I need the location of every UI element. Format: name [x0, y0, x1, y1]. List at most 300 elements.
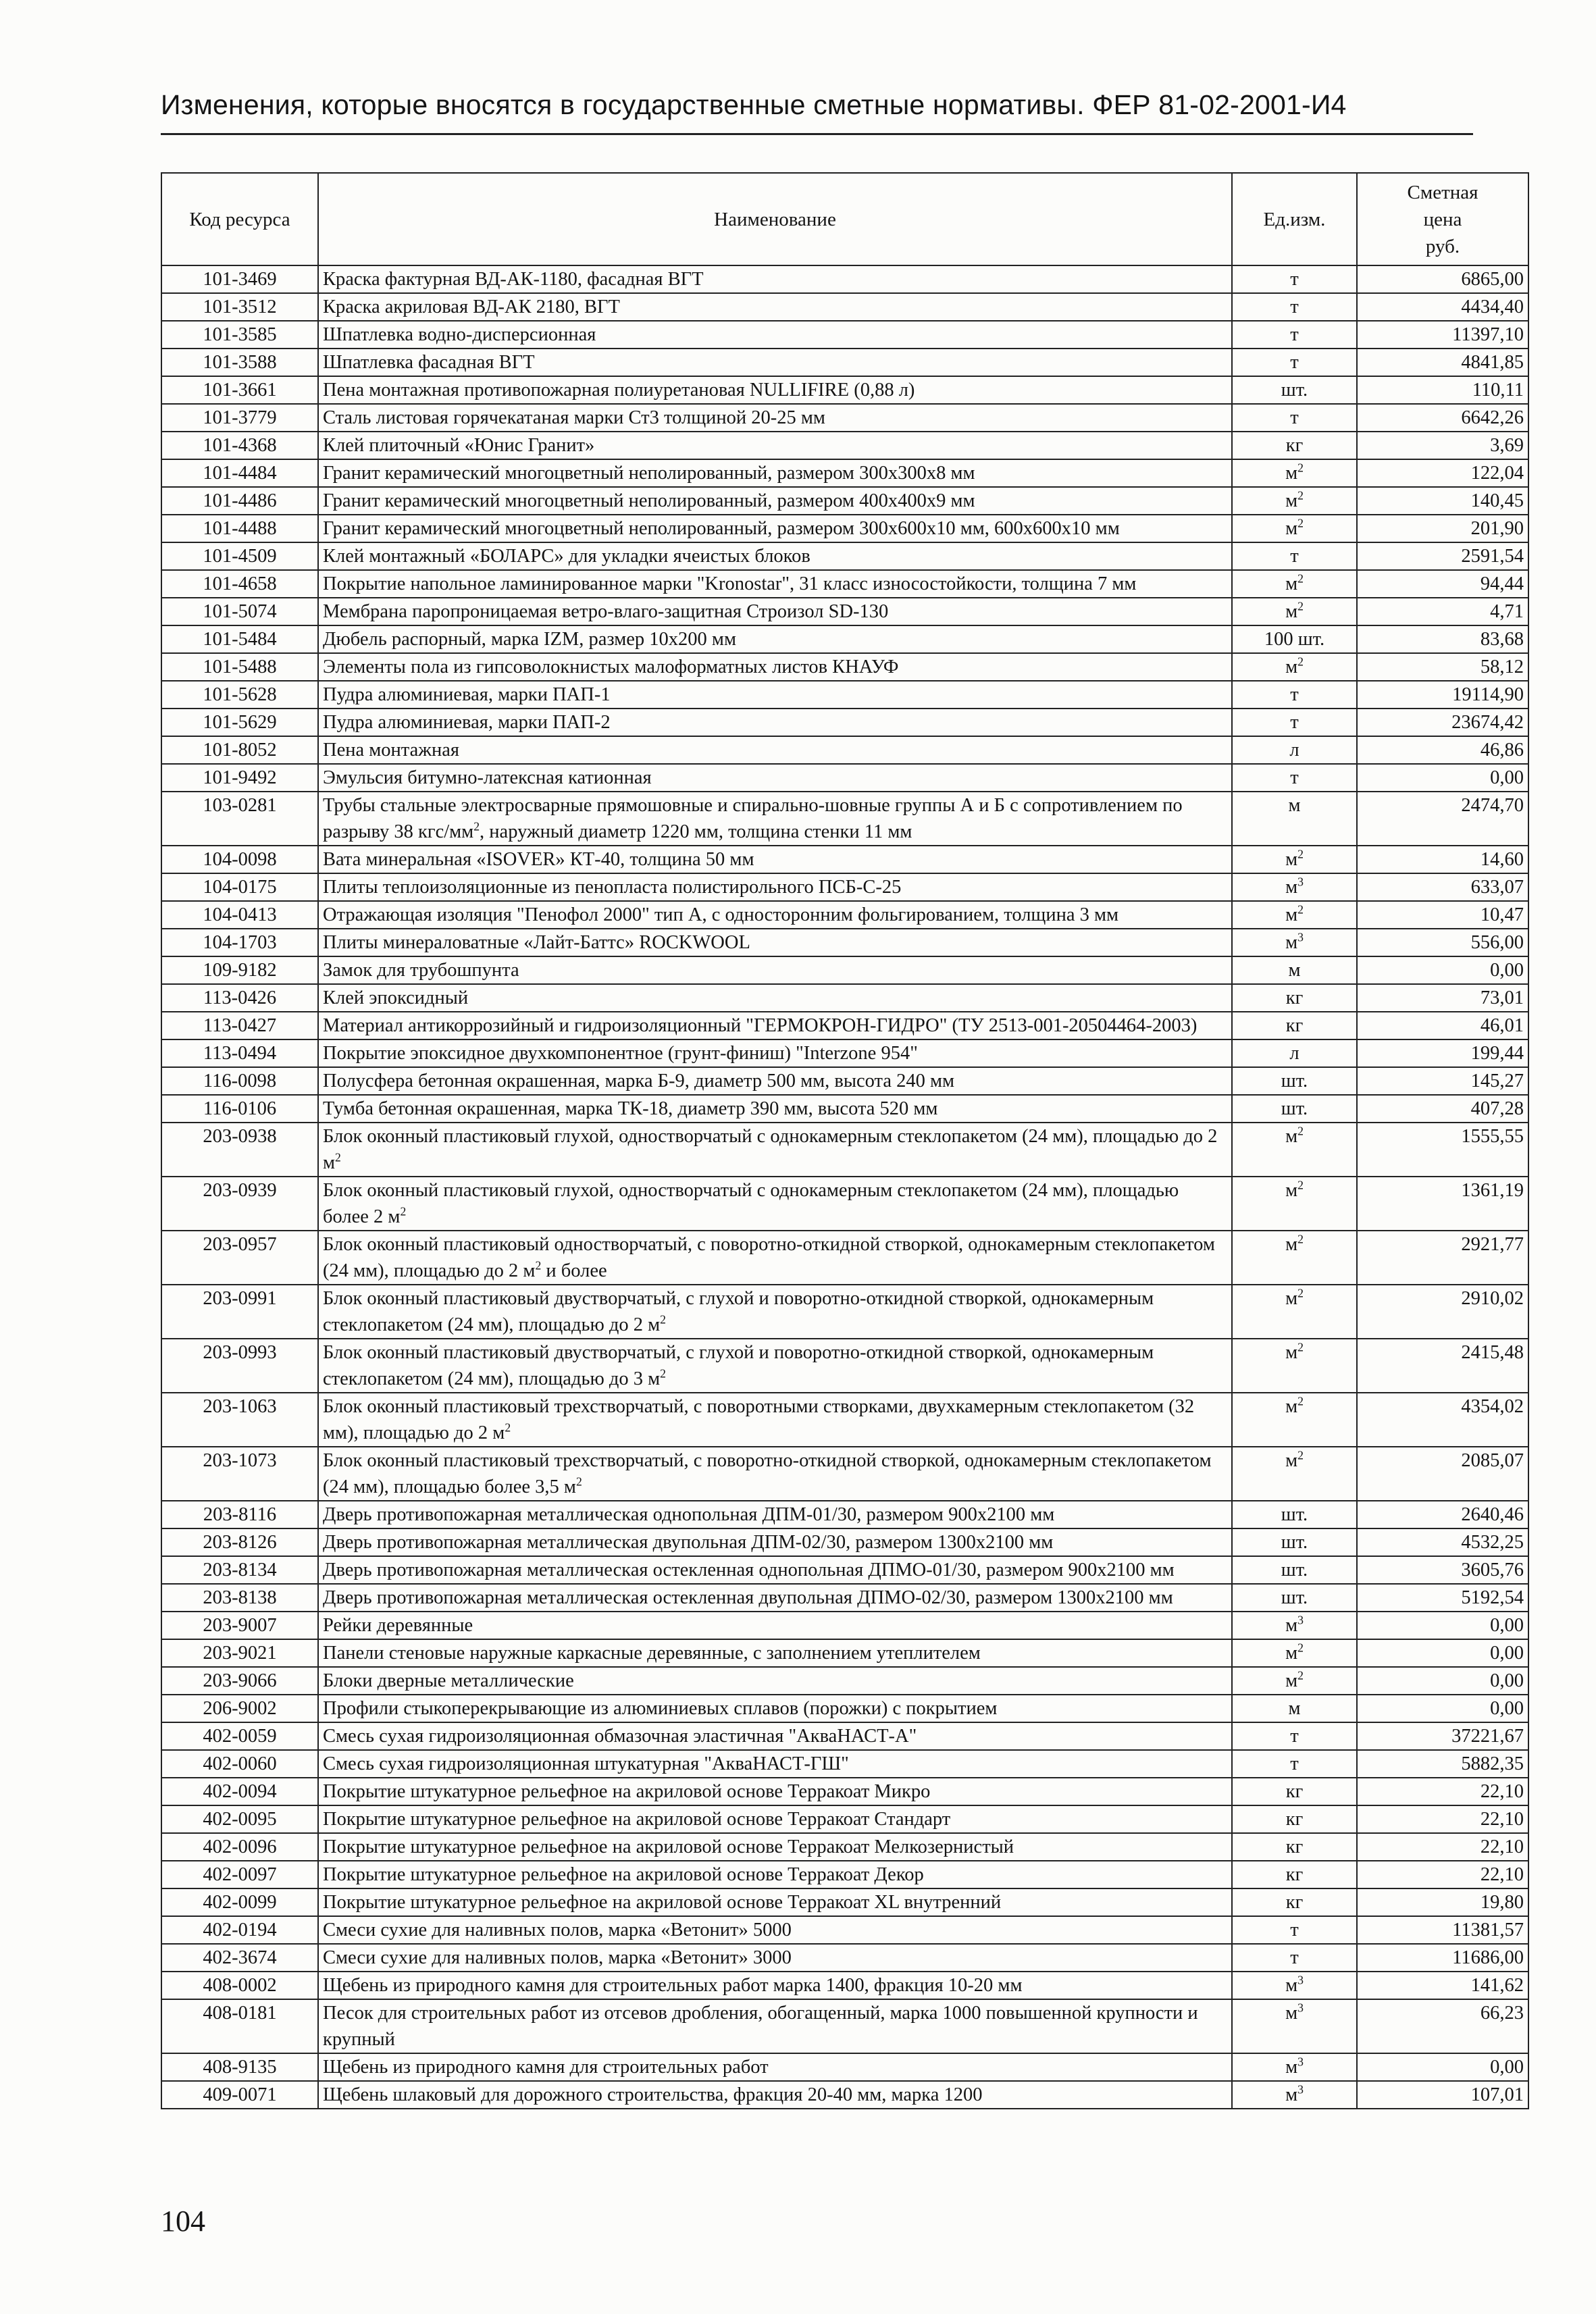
table-row: [161, 1750, 1528, 1778]
cell-code: 104-0098: [161, 846, 318, 873]
cell-name: Клей эпоксидный: [318, 984, 1232, 1012]
cell-unit: $м^2$: [1232, 901, 1357, 929]
cell-unit: л: [1232, 1039, 1357, 1067]
cell-code: 402-0099: [161, 1888, 318, 1916]
table-row: [161, 681, 1528, 709]
table-row: [161, 984, 1528, 1012]
table-row: [161, 265, 1528, 293]
cell-unit: т: [1232, 321, 1357, 349]
cell-price: 1361,19: [1357, 1177, 1528, 1231]
cell-code: 101-5628: [161, 681, 318, 709]
cell-unit: кг: [1232, 1012, 1357, 1039]
cell-price: 4354,02: [1357, 1393, 1528, 1447]
cell-price: 140,45: [1357, 487, 1528, 515]
cell-code: 402-0060: [161, 1750, 318, 1778]
table-row: [161, 459, 1528, 487]
cell-code: 101-3588: [161, 349, 318, 376]
cell-price: 107,01: [1357, 2081, 1528, 2109]
cell-price: 23674,42: [1357, 709, 1528, 736]
cell-code: 101-4484: [161, 459, 318, 487]
table-row: [161, 1944, 1528, 1972]
cell-unit: $м^2$: [1232, 1667, 1357, 1695]
cell-name: Вата минеральная «ISOVER» КТ-40, толщина 50 мм: [318, 846, 1232, 873]
table-row: [161, 1039, 1528, 1067]
table-row: [161, 956, 1528, 984]
cell-price: 22,10: [1357, 1833, 1528, 1861]
table-row: [161, 487, 1528, 515]
table-row: [161, 1012, 1528, 1039]
cell-code: 101-4368: [161, 432, 318, 459]
cell-price: 94,44: [1357, 570, 1528, 598]
table-row: [161, 1556, 1528, 1584]
cell-code: 101-5484: [161, 625, 318, 653]
cell-unit: $м^2$: [1232, 598, 1357, 625]
table-row: [161, 2081, 1528, 2109]
cell-name: Краска фактурная ВД-АК-1180, фасадная ВГТ: [318, 265, 1232, 293]
cell-code: 101-5488: [161, 653, 318, 681]
cell-price: 0,00: [1357, 1612, 1528, 1639]
cell-name: Дверь противопожарная металлическая остекленная двупольная ДПМО-02/30, размером 1300х2100 мм: [318, 1584, 1232, 1612]
cell-unit: т: [1232, 764, 1357, 792]
table-row: [161, 404, 1528, 432]
cell-unit: $м^2$: [1232, 1231, 1357, 1285]
table-row: [161, 846, 1528, 873]
cell-code: 109-9182: [161, 956, 318, 984]
cell-name: Покрытие штукатурное рельефное на акриловой основе Терракоат Микро: [318, 1778, 1232, 1805]
table-row: [161, 321, 1528, 349]
cell-code: 408-0002: [161, 1972, 318, 1999]
table-row: [161, 736, 1528, 764]
cell-unit: шт.: [1232, 1095, 1357, 1123]
cell-name: Блок оконный пластиковый трехстворчатый, с поворотно-откидной створкой, однокамерным стеклопакетом (24 мм), площадью более 3,5 $м^2$: [318, 1447, 1232, 1501]
cell-unit: л: [1232, 736, 1357, 764]
cell-price: 633,07: [1357, 873, 1528, 901]
cell-code: 116-0098: [161, 1067, 318, 1095]
column-header-price-line-1: Сметная: [1407, 181, 1478, 203]
cell-code: 409-0071: [161, 2081, 318, 2109]
cell-price: 6642,26: [1357, 404, 1528, 432]
cell-unit: кг: [1232, 1778, 1357, 1805]
table-row: [161, 1447, 1528, 1501]
cell-unit: т: [1232, 404, 1357, 432]
cell-code: 402-0094: [161, 1778, 318, 1805]
cell-code: 203-8138: [161, 1584, 318, 1612]
cell-code: 101-3469: [161, 265, 318, 293]
cell-code: 203-0991: [161, 1285, 318, 1339]
cell-name: Пудра алюминиевая, марки ПАП-2: [318, 709, 1232, 736]
cell-code: 101-3585: [161, 321, 318, 349]
cell-price: 46,01: [1357, 1012, 1528, 1039]
cell-unit: м: [1232, 956, 1357, 984]
cell-name: Смеси сухие для наливных полов, марка «Ветонит» 3000: [318, 1944, 1232, 1972]
cell-name: Покрытие эпоксидное двухкомпонентное (грунт-финиш) "Interzone 954": [318, 1039, 1232, 1067]
cell-code: 104-1703: [161, 929, 318, 956]
table-row: [161, 542, 1528, 570]
cell-name: Материал антикоррозийный и гидроизоляционный "ГЕРМОКРОН-ГИДРО" (ТУ 2513-001-20504464-2003): [318, 1012, 1232, 1039]
cell-unit: т: [1232, 1916, 1357, 1944]
cell-code: 203-8116: [161, 1501, 318, 1528]
cell-unit: $м^2$: [1232, 570, 1357, 598]
cell-name: Щебень из природного камня для строительных работ: [318, 2053, 1232, 2081]
cell-code: 101-4486: [161, 487, 318, 515]
cell-code: 101-4488: [161, 515, 318, 542]
cell-unit: т: [1232, 1944, 1357, 1972]
cell-code: 408-9135: [161, 2053, 318, 2081]
cell-unit: $м^2$: [1232, 846, 1357, 873]
cell-unit: м: [1232, 1695, 1357, 1722]
table-row: [161, 1695, 1528, 1722]
cell-name: Клей плиточный «Юнис Гранит»: [318, 432, 1232, 459]
table-row: [161, 1393, 1528, 1447]
cell-code: 101-3779: [161, 404, 318, 432]
cell-name: Блок оконный пластиковый двустворчатый, с глухой и поворотно-откидной створкой, однокамерным стеклопакетом (24 мм), площадью до 3 $м^2$: [318, 1339, 1232, 1393]
cell-unit: кг: [1232, 1888, 1357, 1916]
cell-unit: шт.: [1232, 1584, 1357, 1612]
cell-unit: кг: [1232, 432, 1357, 459]
table-row: [161, 2053, 1528, 2081]
cell-name: Дюбель распорный, марка IZM, размер 10х200 мм: [318, 625, 1232, 653]
cell-price: 122,04: [1357, 459, 1528, 487]
cell-name: Гранит керамический многоцветный неполированный, размером 300х300х8 мм: [318, 459, 1232, 487]
cell-name: Мембрана паропроницаемая ветро-влаго-защитная Строизол SD-130: [318, 598, 1232, 625]
table-row: [161, 1067, 1528, 1095]
cell-name: Панели стеновые наружные каркасные деревянные, с заполнением утеплителем: [318, 1639, 1232, 1667]
cell-name: Пена монтажная противопожарная полиуретановая NULLIFIRE (0,88 л): [318, 376, 1232, 404]
cell-name: Отражающая изоляция "Пенофол 2000" тип А, с односторонним фольгированием, толщина 3 мм: [318, 901, 1232, 929]
cell-unit: т: [1232, 1722, 1357, 1750]
cell-price: 58,12: [1357, 653, 1528, 681]
cell-price: 407,28: [1357, 1095, 1528, 1123]
table-row: [161, 1861, 1528, 1888]
cell-price: 199,44: [1357, 1039, 1528, 1067]
cell-code: 101-3661: [161, 376, 318, 404]
cell-name: Элементы пола из гипсоволокнистых малоформатных листов КНАУФ: [318, 653, 1232, 681]
column-header-code: Код ресурса: [161, 173, 318, 265]
cell-code: 203-1073: [161, 1447, 318, 1501]
cell-unit: $м^2$: [1232, 487, 1357, 515]
table-row: [161, 1805, 1528, 1833]
table-body: [161, 265, 1528, 2109]
cell-name: Блоки дверные металлические: [318, 1667, 1232, 1695]
table-row: [161, 1722, 1528, 1750]
cell-code: 203-1063: [161, 1393, 318, 1447]
table-row: [161, 1612, 1528, 1639]
table-row: [161, 873, 1528, 901]
cell-name: Покрытие напольное ламинированное марки "Kronostar", 31 класс износостойкости, толщина 7 мм: [318, 570, 1232, 598]
cell-price: 11397,10: [1357, 321, 1528, 349]
cell-unit: $м^3$: [1232, 2053, 1357, 2081]
cell-price: 6865,00: [1357, 265, 1528, 293]
cell-code: 203-0993: [161, 1339, 318, 1393]
table-row: [161, 1285, 1528, 1339]
cell-price: 2474,70: [1357, 792, 1528, 846]
cell-unit: $м^2$: [1232, 515, 1357, 542]
cell-name: Шпатлевка водно-дисперсионная: [318, 321, 1232, 349]
cell-price: 2640,46: [1357, 1501, 1528, 1528]
table-row: [161, 1778, 1528, 1805]
cell-code: 402-0097: [161, 1861, 318, 1888]
cell-unit: $м^3$: [1232, 929, 1357, 956]
cell-code: 113-0494: [161, 1039, 318, 1067]
cell-name: Сталь листовая горячекатаная марки Ст3 толщиной 20-25 мм: [318, 404, 1232, 432]
cell-price: 3605,76: [1357, 1556, 1528, 1584]
cell-name: Смеси сухие для наливных полов, марка «Ветонит» 5000: [318, 1916, 1232, 1944]
cell-unit: шт.: [1232, 376, 1357, 404]
cell-name: Покрытие штукатурное рельефное на акриловой основе Терракоат XL внутренний: [318, 1888, 1232, 1916]
cell-code: 101-5074: [161, 598, 318, 625]
table-row: [161, 929, 1528, 956]
cell-name: Полусфера бетонная окрашенная, марка Б-9, диаметр 500 мм, высота 240 мм: [318, 1067, 1232, 1095]
cell-code: 104-0175: [161, 873, 318, 901]
table-row: [161, 1999, 1528, 2053]
cell-name: Покрытие штукатурное рельефное на акриловой основе Терракоат Стандарт: [318, 1805, 1232, 1833]
cell-code: 113-0426: [161, 984, 318, 1012]
cell-unit: т: [1232, 349, 1357, 376]
cell-code: 402-0096: [161, 1833, 318, 1861]
cell-unit: т: [1232, 1750, 1357, 1778]
table-row: [161, 1501, 1528, 1528]
table-row: [161, 1339, 1528, 1393]
table-row: [161, 1528, 1528, 1556]
cell-unit: шт.: [1232, 1501, 1357, 1528]
cell-name: Эмульсия битумно-латексная катионная: [318, 764, 1232, 792]
cell-unit: т: [1232, 265, 1357, 293]
cell-name: Тумба бетонная окрашенная, марка ТК-18, диаметр 390 мм, высота 520 мм: [318, 1095, 1232, 1123]
cell-unit: шт.: [1232, 1556, 1357, 1584]
cell-name: Гранит керамический многоцветный неполированный, размером 400х400х9 мм: [318, 487, 1232, 515]
cell-code: 402-0059: [161, 1722, 318, 1750]
table-row: [161, 349, 1528, 376]
cell-code: 203-8134: [161, 1556, 318, 1584]
cell-code: 101-5629: [161, 709, 318, 736]
cell-price: 0,00: [1357, 764, 1528, 792]
cell-price: 83,68: [1357, 625, 1528, 653]
cell-price: 73,01: [1357, 984, 1528, 1012]
cell-unit: $м^2$: [1232, 1393, 1357, 1447]
cell-code: 408-0181: [161, 1999, 318, 2053]
cell-name: Блок оконный пластиковый трехстворчатый, с поворотными створками, двухкамерным стеклопакетом (32 мм), площадью до 2 $м^2$: [318, 1393, 1232, 1447]
table-row: [161, 1231, 1528, 1285]
cell-price: 4434,40: [1357, 293, 1528, 321]
cell-code: 101-9492: [161, 764, 318, 792]
cell-code: 402-3674: [161, 1944, 318, 1972]
cell-name: Плиты минераловатные «Лайт-Баттс» ROCKWOOL: [318, 929, 1232, 956]
cell-name: Пена монтажная: [318, 736, 1232, 764]
cell-name: Блок оконный пластиковый одностворчатый, с поворотно-откидной створкой, однокамерным стеклопакетом (24 мм), площадью до 2 $м^2$ и более: [318, 1231, 1232, 1285]
cell-price: 2921,77: [1357, 1231, 1528, 1285]
cell-name: Пудра алюминиевая, марки ПАП-1: [318, 681, 1232, 709]
cell-code: 206-9002: [161, 1695, 318, 1722]
column-header-price-line-2: цена: [1423, 208, 1462, 230]
table-row: [161, 1123, 1528, 1177]
cell-name: Смесь сухая гидроизоляционная обмазочная эластичная "АкваНАСТ-А": [318, 1722, 1232, 1750]
cell-name: Замок для трубошпунта: [318, 956, 1232, 984]
table-row: [161, 432, 1528, 459]
table-row: [161, 625, 1528, 653]
table-row: [161, 1584, 1528, 1612]
cell-name: Песок для строительных работ из отсевов дробления, обогащенный, марка 1000 повышенной крупности и крупный: [318, 1999, 1232, 2053]
cell-code: 103-0281: [161, 792, 318, 846]
cell-unit: $м^3$: [1232, 1999, 1357, 2053]
cell-name: Гранит керамический многоцветный неполированный, размером 300х600х10 мм, 600х600х10 мм: [318, 515, 1232, 542]
cell-price: 46,86: [1357, 736, 1528, 764]
cell-price: 22,10: [1357, 1861, 1528, 1888]
cell-unit: шт.: [1232, 1528, 1357, 1556]
cell-unit: шт.: [1232, 1067, 1357, 1095]
cell-code: 101-4658: [161, 570, 318, 598]
cell-unit: т: [1232, 293, 1357, 321]
cell-price: 145,27: [1357, 1067, 1528, 1095]
cell-unit: кг: [1232, 1861, 1357, 1888]
cell-code: 203-0957: [161, 1231, 318, 1285]
table-row: [161, 764, 1528, 792]
table-row: [161, 1095, 1528, 1123]
page-number: 104: [161, 2205, 205, 2238]
cell-price: 22,10: [1357, 1778, 1528, 1805]
cell-price: 66,23: [1357, 1999, 1528, 2053]
cell-unit: кг: [1232, 984, 1357, 1012]
cell-unit: $м^3$: [1232, 2081, 1357, 2109]
cell-price: 0,00: [1357, 2053, 1528, 2081]
table-row: [161, 570, 1528, 598]
cell-unit: $м^2$: [1232, 1447, 1357, 1501]
cell-name: Дверь противопожарная металлическая остекленная однопольная ДПМО-01/30, размером 900х2100 мм: [318, 1556, 1232, 1584]
cell-price: 4532,25: [1357, 1528, 1528, 1556]
cell-unit: $м^3$: [1232, 873, 1357, 901]
cell-name: Трубы стальные электросварные прямошовные и спирально-шовные группы А и Б с сопротивлением по разрыву 38 кгс/$мм^2$, наружный диаметр 1220 мм, толщина стенки 11 мм: [318, 792, 1232, 846]
cell-price: 141,62: [1357, 1972, 1528, 1999]
table-row: [161, 1177, 1528, 1231]
table-row: [161, 1972, 1528, 1999]
cell-price: 10,47: [1357, 901, 1528, 929]
cell-name: Покрытие штукатурное рельефное на акриловой основе Терракоат Мелкозернистый: [318, 1833, 1232, 1861]
cell-price: 201,90: [1357, 515, 1528, 542]
cell-price: 5192,54: [1357, 1584, 1528, 1612]
cell-name: Шпатлевка фасадная ВГТ: [318, 349, 1232, 376]
cell-name: Профили стыкоперекрывающие из алюминиевых сплавов (порожки) с покрытием: [318, 1695, 1232, 1722]
column-header-unit: Ед.изм.: [1232, 173, 1357, 265]
cell-price: 37221,67: [1357, 1722, 1528, 1750]
cell-unit: 100 шт.: [1232, 625, 1357, 653]
cell-name: Покрытие штукатурное рельефное на акриловой основе Терракоат Декор: [318, 1861, 1232, 1888]
cell-price: 19,80: [1357, 1888, 1528, 1916]
cell-name: Дверь противопожарная металлическая двупольная ДПМ-02/30, размером 1300х2100 мм: [318, 1528, 1232, 1556]
table-header: [161, 173, 1528, 265]
cell-name: Клей монтажный «БОЛАРС» для укладки ячеистых блоков: [318, 542, 1232, 570]
cell-price: 3,69: [1357, 432, 1528, 459]
cell-price: 0,00: [1357, 1695, 1528, 1722]
table-row: [161, 515, 1528, 542]
cell-unit: м: [1232, 792, 1357, 846]
cell-price: 4841,85: [1357, 349, 1528, 376]
cell-price: 2085,07: [1357, 1447, 1528, 1501]
table-row: [161, 598, 1528, 625]
cell-code: 203-0939: [161, 1177, 318, 1231]
cell-unit: т: [1232, 681, 1357, 709]
cell-price: 4,71: [1357, 598, 1528, 625]
cell-code: 116-0106: [161, 1095, 318, 1123]
cell-price: 2910,02: [1357, 1285, 1528, 1339]
cell-unit: кг: [1232, 1805, 1357, 1833]
table-header-row: [161, 173, 1528, 265]
cell-price: 11381,57: [1357, 1916, 1528, 1944]
cell-code: 402-0194: [161, 1916, 318, 1944]
table-row: [161, 1639, 1528, 1667]
cell-name: Щебень из природного камня для строительных работ марка 1400, фракция 10-20 мм: [318, 1972, 1232, 1999]
table-row: [161, 901, 1528, 929]
document-header-title: Изменения, которые вносятся в государственные сметные нормативы. ФЕР 81-02-2001-И4: [161, 89, 1347, 120]
cell-unit: т: [1232, 542, 1357, 570]
cell-name: Щебень шлаковый для дорожного строительства, фракция 20-40 мм, марка 1200: [318, 2081, 1232, 2109]
cell-code: 203-9066: [161, 1667, 318, 1695]
cell-code: 104-0413: [161, 901, 318, 929]
cell-price: 2591,54: [1357, 542, 1528, 570]
cell-code: 101-8052: [161, 736, 318, 764]
cell-code: 203-8126: [161, 1528, 318, 1556]
cell-price: 0,00: [1357, 1667, 1528, 1695]
resource-price-table: [161, 172, 1529, 2109]
cell-unit: $м^2$: [1232, 1285, 1357, 1339]
cell-name: Блок оконный пластиковый глухой, одностворчатый с однокамерным стеклопакетом (24 мм), площадью более 2 $м^2$: [318, 1177, 1232, 1231]
cell-code: 113-0427: [161, 1012, 318, 1039]
cell-code: 402-0095: [161, 1805, 318, 1833]
column-header-price-line-3: руб.: [1425, 235, 1460, 257]
cell-unit: $м^2$: [1232, 1339, 1357, 1393]
cell-price: 0,00: [1357, 1639, 1528, 1667]
cell-code: 203-0938: [161, 1123, 318, 1177]
table-row: [161, 709, 1528, 736]
table-row: [161, 1888, 1528, 1916]
table-row: [161, 653, 1528, 681]
cell-unit: $м^3$: [1232, 1612, 1357, 1639]
cell-price: 110,11: [1357, 376, 1528, 404]
cell-price: 2415,48: [1357, 1339, 1528, 1393]
cell-price: 556,00: [1357, 929, 1528, 956]
cell-code: 101-3512: [161, 293, 318, 321]
cell-unit: $м^2$: [1232, 1639, 1357, 1667]
column-header-name: Наименование: [318, 173, 1232, 265]
table-row: [161, 1667, 1528, 1695]
table-row: [161, 293, 1528, 321]
cell-name: Плиты теплоизоляционные из пенопласта полистирольного ПСБ-С-25: [318, 873, 1232, 901]
cell-unit: $м^2$: [1232, 1177, 1357, 1231]
cell-price: 11686,00: [1357, 1944, 1528, 1972]
table-row: [161, 792, 1528, 846]
cell-price: 5882,35: [1357, 1750, 1528, 1778]
cell-code: 101-4509: [161, 542, 318, 570]
cell-unit: $м^2$: [1232, 653, 1357, 681]
cell-name: Рейки деревянные: [318, 1612, 1232, 1639]
cell-price: 19114,90: [1357, 681, 1528, 709]
cell-unit: кг: [1232, 1833, 1357, 1861]
cell-price: 22,10: [1357, 1805, 1528, 1833]
cell-name: Смесь сухая гидроизоляционная штукатурная "АкваНАСТ-ГШ": [318, 1750, 1232, 1778]
cell-unit: $м^2$: [1232, 459, 1357, 487]
cell-price: 1555,55: [1357, 1123, 1528, 1177]
cell-name: Краска акриловая ВД-АК 2180, ВГТ: [318, 293, 1232, 321]
cell-code: 203-9021: [161, 1639, 318, 1667]
header-divider: [161, 133, 1473, 135]
cell-name: Дверь противопожарная металлическая однопольная ДПМ-01/30, размером 900х2100 мм: [318, 1501, 1232, 1528]
table-row: [161, 1916, 1528, 1944]
cell-price: 0,00: [1357, 956, 1528, 984]
cell-name: Блок оконный пластиковый двустворчатый, с глухой и поворотно-откидной створкой, однокамерным стеклопакетом (24 мм), площадью до 2 $м^2$: [318, 1285, 1232, 1339]
cell-price: 14,60: [1357, 846, 1528, 873]
table-row: [161, 1833, 1528, 1861]
cell-code: 203-9007: [161, 1612, 318, 1639]
cell-unit: $м^2$: [1232, 1123, 1357, 1177]
column-header-price: [1357, 173, 1528, 265]
